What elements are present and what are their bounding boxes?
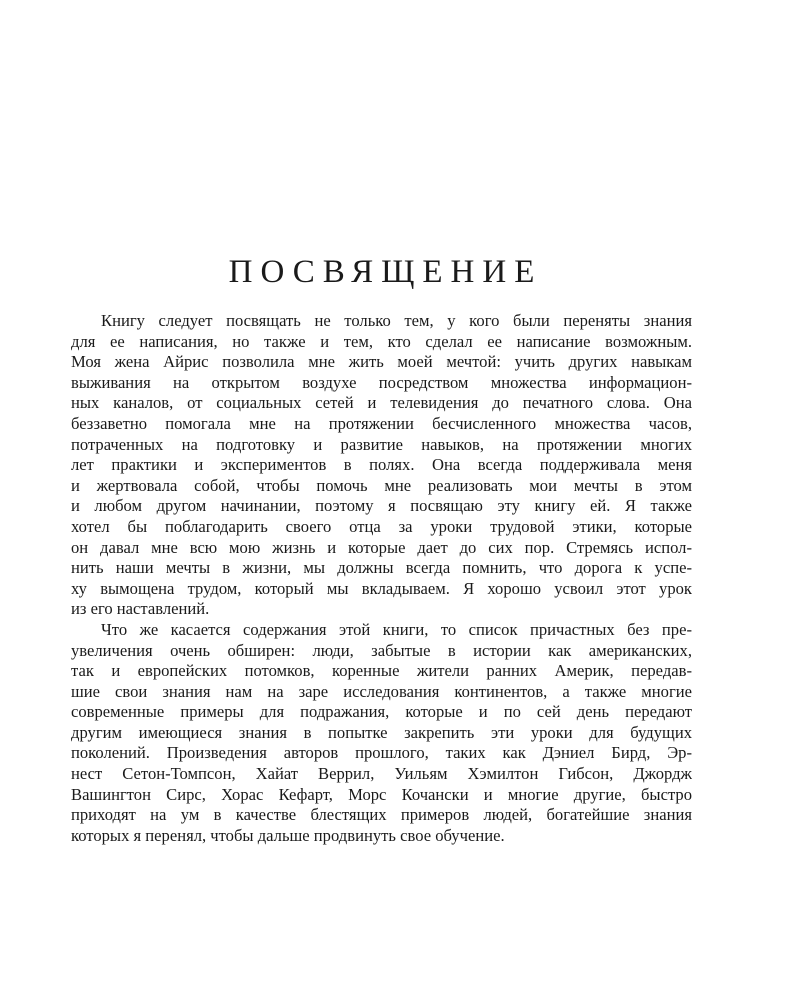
paragraph-2 bbox=[71, 620, 692, 847]
text-line: шие свои знания нам на заре исследования континентов, а также многие bbox=[71, 681, 692, 701]
text-line: увеличения очень обширен: люди, забытые в истории как американских, bbox=[71, 640, 692, 660]
text-line: лет практики и экспериментов в полях. Она всегда поддерживала меня bbox=[71, 455, 692, 475]
text-line: выживания на открытом воздухе посредством множества информацион- bbox=[71, 372, 692, 392]
text-line: так и европейских потомков, коренные жители ранних Америк, передав- bbox=[71, 661, 692, 681]
text-line: другим имеющиеся знания в попытке закрепить эти уроки для будущих bbox=[71, 722, 692, 742]
text-line: ху вымощена трудом, который мы вкладываем. Я хорошо усвоил этот урок bbox=[71, 578, 692, 598]
text-line: современные примеры для подражания, которые и по сей день передают bbox=[71, 702, 692, 722]
text-line: хотел бы поблагодарить своего отца за уроки трудовой этики, которые bbox=[71, 516, 692, 536]
text-line: нить наши мечты в жизни, мы должны всегда помнить, что дорога к успе- bbox=[71, 558, 692, 578]
text-line: Что же касается содержания этой книги, то список причастных без пре- bbox=[101, 619, 692, 639]
text-line: нест Сетон-Томпсон, Хайат Веррил, Уильям Хэмилтон Гибсон, Джордж bbox=[71, 764, 692, 784]
page-title: ПОСВЯЩЕНИЕ bbox=[228, 254, 543, 290]
text-line: он давал мне всю мою жизнь и которые дает до сих пор. Стремясь испол- bbox=[71, 537, 692, 557]
text-line: потраченных на подготовку и развитие навыков, на протяжении многих bbox=[71, 434, 692, 454]
text-line: поколений. Произведения авторов прошлого, таких как Дэниел Бирд, Эр- bbox=[71, 743, 692, 763]
text-line: Моя жена Айрис позволила мне жить моей мечтой: учить других навыкам bbox=[71, 352, 692, 372]
dedication-text bbox=[71, 311, 692, 846]
text-line: которых я перенял, чтобы дальше продвинуть свое обучение. bbox=[71, 825, 505, 845]
text-line: из его наставлений. bbox=[71, 599, 210, 619]
text-line: и жертвовала собой, чтобы помочь мне реализовать мои мечты в этом bbox=[71, 475, 692, 495]
text-line: беззаветно помогала мне на протяжении бесчисленного множества часов, bbox=[71, 413, 692, 433]
text-line: Вашингтон Сирс, Хорас Кефарт, Морс Кочански и многие другие, быстро bbox=[71, 784, 692, 804]
text-line: приходят на ум в качестве блестящих примеров людей, богатейшие знания bbox=[71, 805, 692, 825]
paragraph-1 bbox=[71, 311, 692, 620]
text-line: для ее написания, но также и тем, кто сделал ее написание возможным. bbox=[71, 331, 692, 351]
text-line: ных каналов, от социальных сетей и телевидения до печатного слова. Она bbox=[71, 393, 692, 413]
text-line: Книгу следует посвящать не только тем, у кого были переняты знания bbox=[101, 311, 692, 330]
text-line: и любом другом начинании, поэтому я посвящаю эту книгу ей. Я также bbox=[71, 496, 692, 516]
